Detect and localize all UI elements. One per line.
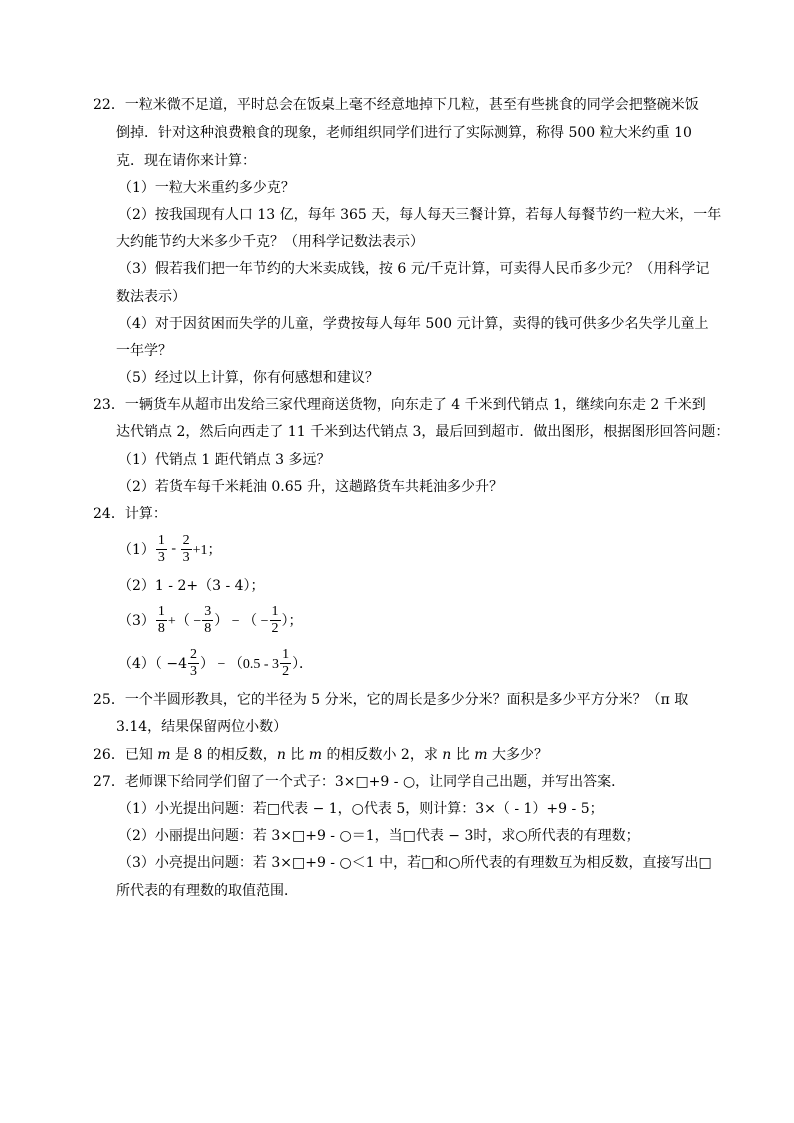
numerator: 2 [182,532,190,548]
fraction [188,648,199,679]
var-m: m [308,747,323,763]
expr-mid: ） − （ − [214,614,269,629]
var-n: n [442,747,452,763]
denominator: 3 [182,549,190,565]
q22-part-2a: （2）按我国现有人口 13 亿，每年 365 天，每人每天三餐计算，若每人每餐节约一粒大米，一年 [118,207,722,223]
operator: - [167,541,180,556]
q23-line-1: 23．一辆货车从超市出发给三家代理商送货物，向东走了 4 千米到代销点 1，继续向东走 2 千米到 [93,397,706,413]
text: 26．已知 [93,747,158,763]
q22-part-3a: （3）假若我们把一年节约的大米卖成钱，按 6 元/千克计算，可卖得人民币多少元？（用科学记 [118,261,710,277]
denominator: 3 [190,663,197,679]
text: 比 [285,747,309,763]
var-n: n [276,747,286,763]
numerator: 1 [282,646,290,662]
numerator: 1 [157,603,165,619]
var-m: m [157,747,171,763]
q27-line-1: 27．老师课下给同学们留了一个式子：3×□+9 - ○，让同学自己出题，并写出答案． [93,774,626,790]
expr-tail: ）． [292,657,314,672]
text: 大多少？ [487,747,548,763]
numerator: 3 [204,603,212,619]
q25-line-1: 25．一个半圆形教具，它的半径为 5 分米，它的周长是多少分米？面积是多少平方分米？（π 取 [93,692,689,708]
q22-part-3b: 数法表示） [116,289,186,305]
fraction [270,605,281,636]
fraction [156,534,167,565]
text: 比 [451,747,475,763]
fraction [202,605,213,636]
fraction [181,534,192,565]
q22-part-4a: （4）对于因贫困而失学的儿童，学费按每人每年 500 元计算，卖得的钱可供多少名失学儿童上 [118,316,709,332]
q22-part-1: （1）一粒大米重约多少克？ [118,180,295,196]
text: 的相反数小 2，求 [322,747,443,763]
q27-part-2: （2）小丽提出问题：若 3×□+9 - ○＝1，当□代表 − 3时，求○所代表的有理数； [118,828,640,844]
q24-expr-2: （2）1 - 2+（3 - 4）； [118,578,265,594]
q23-line-2: 达代销点 2，然后向西走了 11 千米到达代销点 3，最后回到超市．做出图形，根据图形回答问题： [116,424,730,440]
q24-expr-3 [118,600,303,640]
q25-line-2: 3.14，结果保留两位小数） [116,719,288,735]
fraction [156,605,167,636]
numerator: 1 [271,603,279,619]
q26-line [93,745,548,765]
q27-part-3a: （3）小亮提出问题：若 3×□+9 - ○＜1 中，若□和○所代表的有理数互为相反数，直接写出□ [118,855,712,871]
numerator: 1 [157,532,165,548]
var-m: m [474,747,488,763]
denominator: 8 [204,620,212,636]
expr-mid: ） − （0.5 - 3 [200,657,280,672]
expr-1-label: （1） [118,542,155,558]
denominator: 8 [157,620,165,636]
denominator: 2 [271,620,279,636]
q24-expr-1 [118,529,222,569]
expr-3-label: （3） [118,613,155,629]
q23-part-1: （1）代销点 1 距代销点 3 多远？ [118,452,331,468]
q24-title: 24．计算： [93,506,167,522]
q22-line-3: 克．现在请你来计算： [116,153,256,169]
q22-line-1: 22．一粒米微不足道，平时总会在饭桌上毫不经意地掉下几粒，甚至有些挑食的同学会把整碗米饭 [93,97,699,113]
q27-part-3b: 所代表的有理数的取值范围． [116,883,298,899]
q22-part-5: （5）经过以上计算，你有何感想和建议？ [118,370,379,386]
q23-part-2: （2）若货车每千米耗油 0.65 升，这趟路货车共耗油多少升？ [118,479,503,495]
expr-mid: +（ − [167,614,202,629]
expr-4-label: （4）（ −4 [118,656,187,672]
fraction [280,648,291,679]
q27-part-1: （1）小光提出问题：若□代表 − 1，○代表 5，则计算：3×（ - 1）+9 - 5； [118,801,604,817]
q24-expr-4 [118,643,313,683]
q22-part-2b: 大约能节约大米多少千克？（用科学记数法表示） [116,234,424,250]
q22-part-4b: 一年学？ [116,343,172,359]
q22-line-2: 倒掉．针对这种浪费粮食的现象，老师组织同学们进行了实际测算，称得 500 粒大米约重 10 [116,125,692,141]
denominator: 3 [157,549,165,565]
denominator: 2 [282,663,290,679]
numerator: 2 [190,646,197,662]
expr-tail: ）； [281,614,303,629]
expr-tail: +1； [192,543,222,558]
text: 是 8 的相反数， [170,747,277,763]
